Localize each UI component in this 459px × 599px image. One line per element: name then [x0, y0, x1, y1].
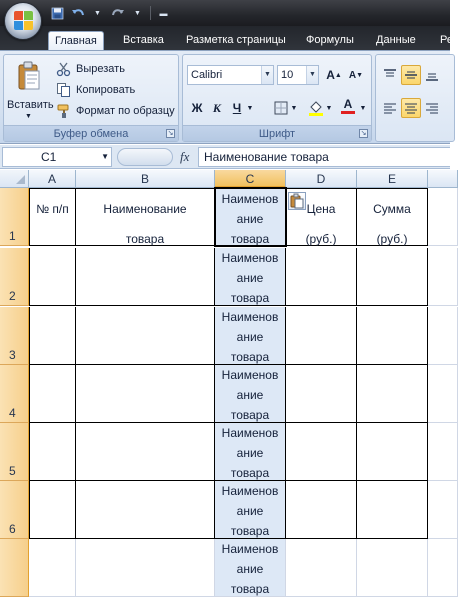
- font-color-button[interactable]: [338, 96, 358, 116]
- cell-text: (руб.): [376, 232, 408, 246]
- font-color-dropdown-icon[interactable]: ▼: [359, 104, 367, 112]
- cell[interactable]: [76, 248, 215, 306]
- row-header[interactable]: [0, 188, 29, 246]
- cell-text: товара: [125, 232, 165, 246]
- cell[interactable]: [428, 307, 458, 365]
- cell-text: Наименов: [221, 484, 279, 498]
- font-name-value: Calibri: [191, 69, 223, 81]
- alignment-group: [375, 54, 455, 142]
- shrink-font-label: A: [348, 69, 357, 81]
- cell[interactable]: [357, 307, 428, 365]
- underline-button[interactable]: Ч: [232, 101, 242, 115]
- row-header[interactable]: [0, 307, 29, 365]
- cell-text: Наименов: [221, 368, 279, 382]
- fill-color-dropdown-icon[interactable]: ▼: [325, 104, 333, 112]
- align-center-button[interactable]: [401, 98, 421, 118]
- bold-button[interactable]: Ж: [191, 101, 203, 115]
- office-logo-icon: [14, 11, 34, 31]
- font-size-combo[interactable]: [277, 65, 319, 85]
- insert-function-icon[interactable]: fx: [180, 149, 190, 164]
- clipboard-group: [3, 54, 179, 142]
- select-all-corner[interactable]: [0, 170, 29, 188]
- align-left-button[interactable]: [380, 98, 400, 118]
- grow-font-label: A: [326, 68, 335, 82]
- cell-text: товара: [230, 582, 270, 596]
- copy-icon: [56, 82, 72, 98]
- paste-dropdown-icon[interactable]: ▼: [25, 113, 32, 120]
- paste-label: Вставить: [7, 99, 54, 111]
- font-color-letter: A: [343, 97, 353, 111]
- name-box[interactable]: [2, 147, 112, 167]
- row-number: 3: [9, 348, 16, 362]
- cell[interactable]: [215, 539, 286, 597]
- tab-review[interactable]: Ре: [440, 34, 453, 46]
- align-middle-button[interactable]: [401, 65, 421, 85]
- cell[interactable]: [76, 307, 215, 365]
- cell[interactable]: [286, 248, 357, 306]
- cell[interactable]: [357, 539, 428, 597]
- office-button[interactable]: [4, 2, 42, 40]
- row-header[interactable]: [0, 248, 29, 306]
- font-launcher-icon[interactable]: ↘: [360, 130, 367, 137]
- font-group: [182, 54, 372, 142]
- cell-text: Наименование: [103, 202, 187, 216]
- cell-text: ание: [236, 562, 264, 576]
- format-painter-button[interactable]: [56, 101, 175, 121]
- cell[interactable]: [357, 248, 428, 306]
- cell[interactable]: [76, 365, 215, 423]
- font-size-value: 10: [281, 69, 294, 81]
- redo-icon[interactable]: [110, 6, 125, 21]
- row-header[interactable]: [0, 539, 29, 597]
- cell[interactable]: [215, 365, 286, 423]
- font-name-combo[interactable]: [187, 65, 274, 85]
- cell[interactable]: [357, 481, 428, 539]
- cell[interactable]: [215, 423, 286, 481]
- formula-bar: [0, 145, 450, 169]
- cell-text: Наименов: [221, 251, 279, 265]
- cell[interactable]: [29, 188, 76, 246]
- cell-text: ание: [236, 504, 264, 518]
- cell-text: Наименов: [221, 426, 279, 440]
- cell[interactable]: [286, 307, 357, 365]
- ribbon: [0, 50, 450, 144]
- quick-access-toolbar: [50, 4, 171, 22]
- cell-text: товара: [230, 350, 270, 364]
- cell[interactable]: [428, 539, 458, 597]
- format-painter-icon: [56, 103, 72, 119]
- align-bottom-icon: [425, 68, 439, 82]
- row-number: 2: [9, 289, 16, 303]
- undo-icon[interactable]: [70, 6, 85, 21]
- align-center-icon: [404, 101, 418, 115]
- italic-button[interactable]: К: [212, 100, 222, 115]
- cut-button[interactable]: [56, 59, 125, 79]
- borders-icon: [274, 101, 288, 115]
- copy-button[interactable]: [56, 80, 135, 100]
- customize-icon[interactable]: ▬: [159, 8, 168, 18]
- shrink-font-button[interactable]: A ▼: [348, 69, 364, 81]
- cell-reference: C1: [41, 150, 57, 164]
- cell-text: ание: [236, 212, 264, 226]
- row-number: 5: [9, 464, 16, 478]
- row-header[interactable]: [0, 423, 29, 481]
- cell[interactable]: [357, 423, 428, 481]
- title-bar: [0, 0, 450, 26]
- cell[interactable]: [428, 188, 458, 246]
- worksheet-grid: [0, 170, 450, 596]
- cell-text: Наименов: [221, 310, 279, 324]
- paste-options-button[interactable]: [288, 192, 306, 210]
- cell-text: ание: [236, 388, 264, 402]
- cell[interactable]: [286, 423, 357, 481]
- cell-text: ание: [236, 446, 264, 460]
- column-header-d[interactable]: D: [286, 170, 357, 188]
- save-icon[interactable]: [50, 6, 65, 21]
- cell[interactable]: [215, 481, 286, 539]
- undo-dropdown-icon[interactable]: ▼: [94, 9, 101, 17]
- formula-input[interactable]: Наименование товара: [198, 147, 450, 167]
- align-right-icon: [425, 101, 439, 115]
- row-header[interactable]: [0, 365, 29, 423]
- row-number: 1: [9, 229, 16, 243]
- align-middle-icon: [404, 68, 418, 82]
- cell[interactable]: [286, 481, 357, 539]
- chevron-down-icon[interactable]: ▼: [306, 66, 318, 84]
- cell[interactable]: [76, 423, 215, 481]
- column-header-f[interactable]: [428, 170, 458, 188]
- tab-data[interactable]: Данные: [376, 34, 416, 46]
- cell[interactable]: [29, 307, 76, 365]
- redo-dropdown-icon[interactable]: ▼: [134, 9, 141, 17]
- cell[interactable]: [76, 188, 215, 246]
- cell[interactable]: [76, 539, 215, 597]
- tab-formulas[interactable]: Формулы: [306, 34, 354, 46]
- cell-text: Наименов: [221, 192, 279, 206]
- cell-text: Сумма: [373, 202, 411, 216]
- borders-button[interactable]: [271, 98, 291, 118]
- ribbon-tab-bar: [0, 26, 453, 50]
- scissors-icon: [56, 61, 72, 77]
- paste-button[interactable]: [7, 59, 54, 123]
- cell[interactable]: [215, 188, 286, 246]
- cell[interactable]: [29, 365, 76, 423]
- align-top-icon: [383, 68, 397, 82]
- column-header-b[interactable]: B: [76, 170, 215, 188]
- cell[interactable]: [357, 365, 428, 423]
- cell[interactable]: [29, 423, 76, 481]
- chevron-down-icon[interactable]: ▼: [261, 66, 273, 84]
- cell-text: товара: [230, 408, 270, 422]
- column-header-c[interactable]: C: [215, 170, 286, 188]
- row-number: 4: [9, 406, 16, 420]
- font-group-label: Шрифт: [183, 125, 371, 141]
- format-painter-label: Формат по образцу: [76, 105, 175, 117]
- formula-controls[interactable]: [117, 148, 173, 166]
- cell[interactable]: [357, 188, 428, 246]
- align-top-button[interactable]: [380, 65, 400, 85]
- clipboard-group-label: Буфер обмена: [4, 125, 178, 141]
- cell[interactable]: [76, 481, 215, 539]
- cell[interactable]: [215, 248, 286, 306]
- cell[interactable]: [428, 248, 458, 306]
- cell[interactable]: [29, 539, 76, 597]
- row-header[interactable]: [0, 481, 29, 539]
- cell[interactable]: [286, 539, 357, 597]
- cell[interactable]: [428, 423, 458, 481]
- cell-text: товара: [230, 466, 270, 480]
- align-left-icon: [383, 101, 397, 115]
- align-bottom-button[interactable]: [422, 65, 442, 85]
- cell-text: Цена: [306, 202, 336, 216]
- column-header-a[interactable]: A: [29, 170, 76, 188]
- cell[interactable]: [215, 307, 286, 365]
- clipboard-launcher-icon[interactable]: ↘: [167, 130, 174, 137]
- grow-font-button[interactable]: A ▲: [326, 68, 342, 82]
- font-color-swatch: [341, 111, 355, 114]
- cell-text: ание: [236, 271, 264, 285]
- align-right-button[interactable]: [422, 98, 442, 118]
- cell[interactable]: [428, 481, 458, 539]
- fill-color-button[interactable]: [306, 98, 326, 118]
- cell[interactable]: [29, 481, 76, 539]
- borders-dropdown-icon[interactable]: ▼: [290, 104, 298, 112]
- copy-label: Копировать: [76, 84, 136, 96]
- cell-text: товара: [230, 291, 270, 305]
- paste-icon: [17, 61, 41, 89]
- underline-dropdown-icon[interactable]: ▼: [246, 104, 254, 112]
- cell-text: (руб.): [305, 232, 337, 246]
- row-number: 6: [9, 522, 16, 536]
- cut-label: Вырезать: [76, 63, 125, 75]
- cell[interactable]: [286, 365, 357, 423]
- tab-page-layout[interactable]: Разметка страницы: [186, 34, 286, 46]
- cell-text: товара: [230, 232, 270, 246]
- cell[interactable]: [428, 365, 458, 423]
- fill-bucket-icon: [308, 100, 324, 116]
- cell-text: ание: [236, 330, 264, 344]
- cell-text: № п/п: [36, 202, 69, 216]
- tab-insert[interactable]: Вставка: [123, 34, 164, 46]
- cell-text: товара: [230, 524, 270, 538]
- chevron-down-icon[interactable]: ▼: [101, 152, 109, 161]
- qat-separator: [150, 6, 151, 20]
- cell[interactable]: [29, 248, 76, 306]
- tab-home[interactable]: Главная: [48, 31, 104, 50]
- cell-text: Наименов: [221, 542, 279, 556]
- column-header-e[interactable]: E: [357, 170, 428, 188]
- paste-options-icon: [289, 193, 305, 209]
